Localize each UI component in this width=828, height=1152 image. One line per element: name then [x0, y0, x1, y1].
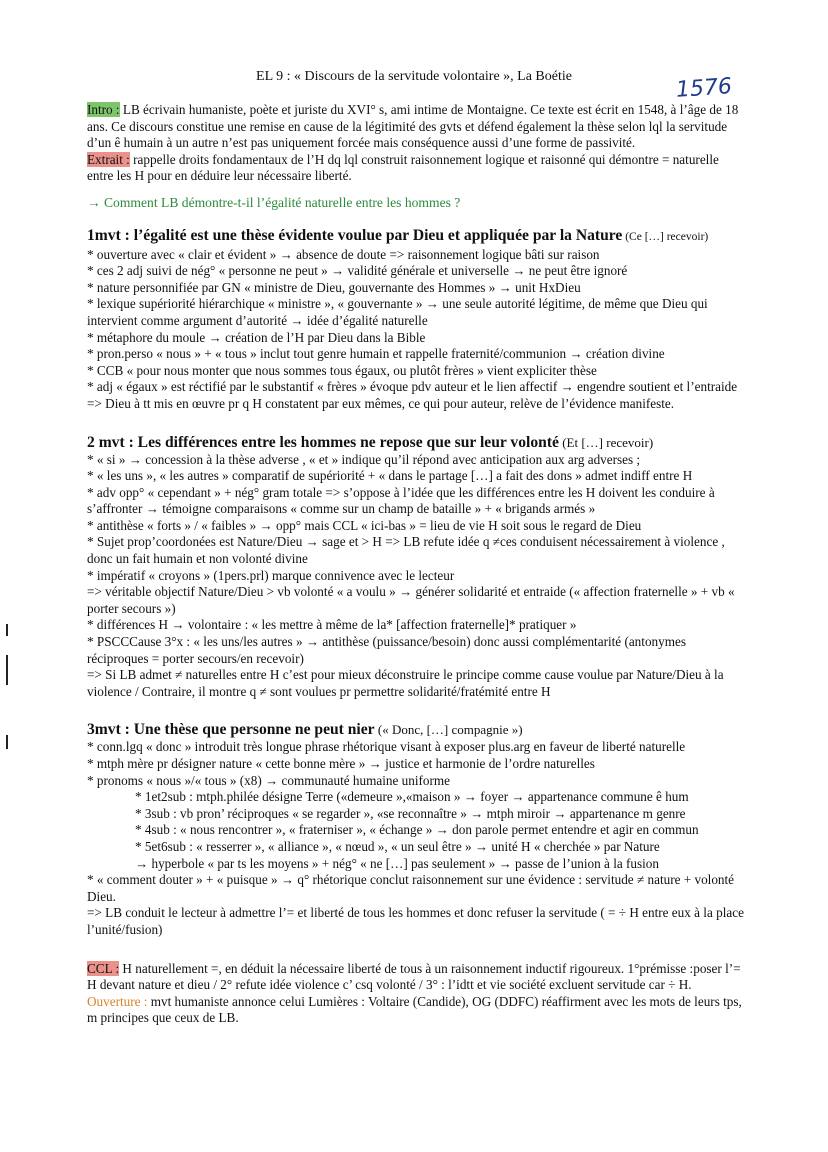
extrait-label: Extrait : [87, 151, 130, 167]
list-item: * Sujet prop’coordonées est Nature/Dieu → sage et > H => LB refute idée q ≠ces conduisent nécessairement à violence , donc un fait humain et non volonté divine [87, 534, 725, 567]
list-item: * pron.perso « nous » + « tous » inclut tout genre humain et rappelle fraternité/communion → création divine [87, 346, 665, 362]
sub-list-item: * 1et2sub : mtph.philée désigne Terre («demeure »,«maison » → foyer → appartenance commune ê hum [135, 789, 689, 805]
list-item: => Dieu à tt mis en œuvre pr q H constatent par eux mêmes, ce qui pour auteur, relève de l’évidence manifeste. [87, 395, 675, 411]
list-item: * ouverture avec « clair et évident » → absence de doute => raisonnement logique bâti sur raison [87, 246, 600, 262]
sub-list-item: * 3sub : vb pron’ réciproques « se regarder », «se reconnaître » → mtph miroir → appartenance m genre [135, 805, 686, 821]
margin-mark [6, 735, 8, 749]
mvt2-ref: (Et […] recevoir) [558, 434, 654, 450]
sub-list-item: → hyperbole « par ts les moyens » + nég° « ne […] pas seulement » → passe de l’union à la fusion [135, 855, 659, 871]
mvt3-heading [87, 720, 747, 739]
mvt2-heading [87, 433, 747, 452]
list-item: * ces 2 adj suivi de nég° « personne ne peut » → validité générale et universelle → ne peut être ignoré [87, 263, 628, 279]
intro-paragraph [87, 102, 747, 152]
list-item: * conn.lgq « donc » introduit très longue phrase rhétorique visant à exposer plus.arg en faveur de liberté naturelle [87, 739, 686, 755]
list-item: => véritable objectif Nature/Dieu > vb volonté « a voulu » → générer solidarité et entraide (« affection fraternelle » + vb « porter secours ») [87, 584, 735, 616]
intro-label: Intro : [87, 102, 120, 117]
mvt1-heading [87, 226, 747, 247]
list-item: * antithèse « forts » / « faibles » → opp° mais CCL « ici-bas » = lieu de vie H soit sous le regard de Dieu [87, 517, 642, 533]
list-item: * « comment douter » + « puisque » → q° rhétorique conclut raisonnement sur une évidence : servitude ≠ nature + volonté Dieu. [87, 872, 735, 904]
list-item: => Si LB admet ≠ naturelles entre H c’est pour mieux déconstruire le principe comme cause voulue par Nature/Dieu à la violence / Contraire, il montre q ≠ sont voulues pr permettre solidarité/fratémité entre H [87, 667, 724, 699]
mvt3-heading-text: 3mvt : Une thèse que personne ne peut nier [87, 721, 375, 739]
list-item: * « si » → concession à la thèse adverse , « et » indique qu’il répond avec anticipation aux arg adverses ; [87, 451, 641, 467]
extrait-paragraph [87, 152, 747, 185]
list-item: * adj « égaux » est réctifié par le substantif « frères » évoque pdv auteur et le lien affectif → engendre soutient et l’entraide [87, 379, 738, 395]
ccl-text: H naturellement =, en déduit la nécessaire liberté de tous à un raisonnement inductif rigoureux. 1°prémisse :poser l’= H devant nature et dieu / 2° refute idée violence c’ csq volonté / 3° : l’idtt et vie société excluent servitude car ÷ H. [87, 960, 741, 993]
ouverture-text: mvt humaniste annonce celui Lumières : Voltaire (Candide), OG (DDFC) réaffirment avec les mots de leurs tps, m principes que ceux de LB. [87, 993, 742, 1026]
list-item: * pronoms « nous »/« tous » (x8) → communauté humaine uniforme [87, 772, 450, 788]
list-item: * lexique supériorité hiérarchique « ministre », « gouvernante » → une seule autorité légitime, de même que Dieu qui intervient comme argument d’autorité → idée d’égalité naturelle [87, 296, 708, 328]
spacer [87, 939, 747, 961]
spacer [87, 413, 747, 425]
ccl-label: CCL : [87, 960, 120, 976]
mvt1-heading-text: 1mvt : l’égalité est une thèse évidente voulue par Dieu et appliquée par la Nature [87, 226, 623, 244]
intro-text: LB écrivain humaniste, poète et juriste du XVI° s, ami intime de Montaigne. Ce texte est écrit en 1548, à l’âge de 18 ans. Ce discours constitue une remise en cause de la légitimité des gvts et défend également la thèse selon lql la servitude d’un ê humain à un autre n’est pas uniquement forcée mais conséquence aussi d’une forme de passivité. [87, 102, 739, 151]
list-item: * adv opp° « cependant » + nég° gram totale => s’oppose à l’idée que les différences entre les H doivent les conduire à s’affronter → témoigne comparaisons « comme sur un champ de bataille » + « brigands armés » [87, 484, 715, 517]
document-title: EL 9 : « Discours de la servitude volontaire », La Boétie [256, 69, 572, 84]
list-item: * impératif « croyons » (1pers.prl) marque connivence avec le lecteur [87, 567, 455, 583]
margin-mark [6, 655, 8, 685]
conclusion-paragraph [87, 961, 747, 994]
sub-list-item: * 5et6sub : « resserrer », « alliance », « nœud », « un seul être » → unité H « cherchée » par Nature [135, 838, 660, 854]
mvt2-heading-text: 2 mvt : Les différences entre les hommes ne repose que sur leur volonté [87, 433, 559, 451]
problematic-question: → Comment LB démontre-t-il l’égalité naturelle entre les hommes ? [87, 194, 461, 210]
list-item: * différences H → volontaire : « les mettre à même de la* [affection fraternelle]* pratiquer » [87, 617, 577, 633]
list-item: * mtph mère pr désigner nature « cette bonne mère » → justice et harmonie de l’ordre naturelles [87, 756, 595, 771]
mvt3-ref: (« Donc, […] compagnie ») [374, 722, 523, 738]
spacer [87, 700, 747, 712]
list-item: * métaphore du moule → création de l’H par Dieu dans la Bible [87, 329, 426, 345]
list-item: * PSCCCause 3°x : « les uns/les autres » → antithèse (puissance/besoin) donc aussi complémentarité (antonymes réciproques = porter secours/en recevoir) [87, 634, 686, 666]
list-item: => LB conduit le lecteur à admettre l’= et liberté de tous les hommes et donc refuser la servitude ( = ÷ H entre eux à la place l’unité/fusion) [87, 905, 744, 937]
ouverture-paragraph [87, 994, 747, 1027]
list-item: * nature personnifiée par GN « ministre de Dieu, gouvernante des Hommes » → unit HxDieu [87, 279, 581, 295]
mvt1-ref: (Ce […] recevoir) [622, 230, 709, 243]
handwritten-date-note: 1576 [675, 74, 733, 103]
margin-mark [6, 624, 8, 636]
sub-list-item: * 4sub : « nous rencontrer », « fraterniser », « échange » → don parole permet entendre et agir en commun [135, 822, 699, 838]
list-item: * « les uns », « les autres » comparatif de supériorité + « dans le partage […] a fait des dons » admet indiff entre H [87, 468, 693, 484]
extrait-text: rappelle droits fondamentaux de l’H dq lql construit raisonnement logique et raisonné qui démontre = naturelle entre les H pour en déduire leur nécessaire liberté. [87, 151, 719, 184]
ouverture-label: Ouverture : [87, 993, 148, 1009]
document-body [87, 102, 747, 1027]
list-item: * CCB « pour nous monter que nous sommes tous égaux, ou plutôt frères » vient expliciter thèse [87, 362, 597, 378]
